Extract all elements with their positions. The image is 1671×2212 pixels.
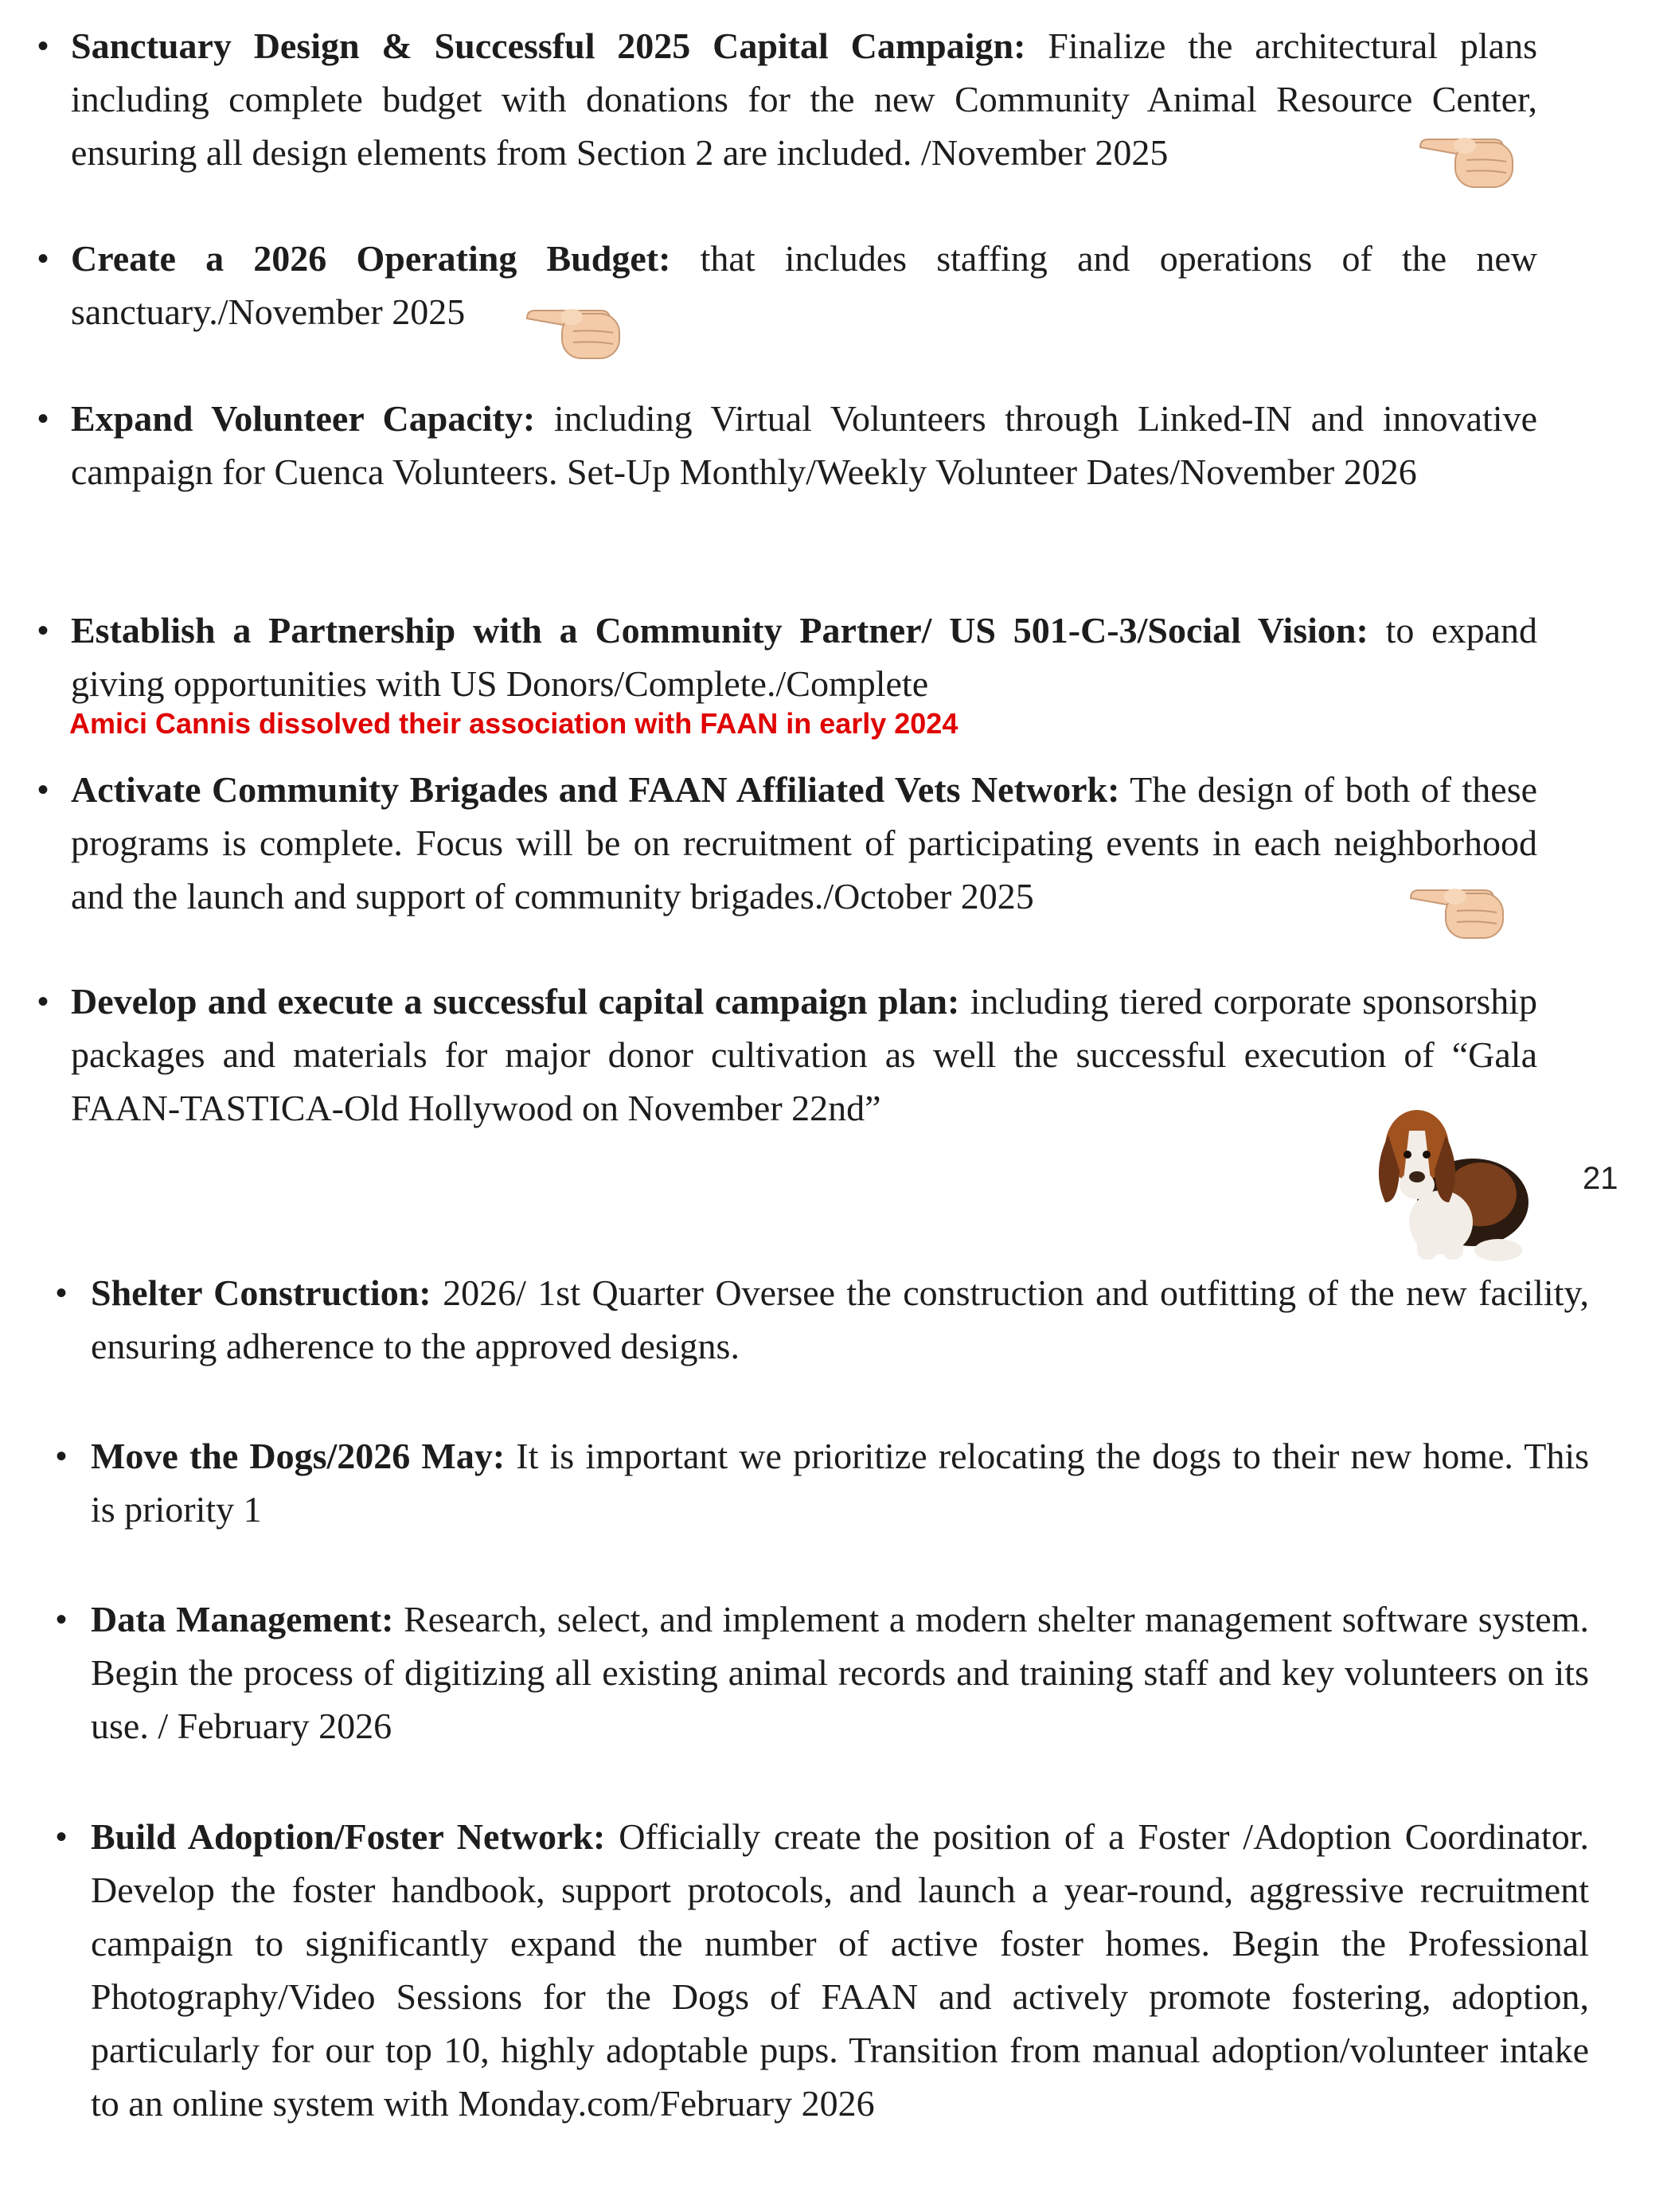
item-body: Research, select, and implement a modern shelter management software system. Begin the process of digitizing all existing animal records and training staff and key volunteers on its use. / February 2026	[91, 1599, 1589, 1746]
list-item	[37, 604, 1537, 710]
item-title: Expand Volunteer Capacity:	[71, 398, 536, 439]
page-number: 21	[1583, 1161, 1618, 1196]
bullet: •	[37, 401, 49, 436]
item-title: Build Adoption/Foster Network:	[91, 1816, 606, 1857]
item-body: Officially create the position of a Foster /Adoption Coordinator. Develop the foster handbook, support protocols, and launch a year-round, aggressive recruitment campaign to significantly expand the number of active foster homes. Begin the Professional Photography/Video Sessions for the Dogs of FAAN and actively promote fostering, adoption, particularly for our top 10, highly adoptable pups. Transition from manual adoption/volunteer intake to an online system with Monday.com/February 2026	[91, 1816, 1589, 2124]
item-body: Finalize the architectural plans including complete budget with donations for the new Community Animal Resource Center, ensuring all design elements from Section 2 are included. /November 2025	[71, 25, 1537, 173]
item-body: including Virtual Volunteers through Linked-IN and innovative campaign for Cuenca Volunteers. Set-Up Monthly/Weekly Volunteer Dates/November 2026	[71, 398, 1537, 492]
basset-hound-illustration	[1353, 1083, 1536, 1266]
list-item	[37, 232, 1537, 338]
pointing-hand-icon	[524, 287, 635, 363]
bullet: •	[37, 29, 49, 64]
bullet: •	[37, 241, 49, 276]
bullet: •	[56, 1276, 68, 1311]
list-item	[37, 763, 1538, 923]
bullet: •	[56, 1819, 68, 1854]
item-title: Create a 2026 Operating Budget:	[71, 238, 671, 279]
pointing-hand-icon	[1417, 115, 1528, 192]
red-note: Amici Cannis dissolved their association with FAAN in early 2024	[69, 707, 958, 740]
item-title: Data Management:	[91, 1599, 394, 1639]
item-title: Move the Dogs/2026 May:	[91, 1436, 506, 1476]
list-item	[37, 392, 1537, 498]
item-title: Sanctuary Design & Successful 2025 Capital Campaign:	[71, 25, 1026, 66]
item-title: Establish a Partnership with a Community Partner/ US 501-C-3/Social Vision:	[71, 610, 1368, 651]
bullet: •	[37, 613, 49, 648]
bullet: •	[56, 1602, 68, 1637]
bullet: •	[37, 772, 49, 807]
list-item	[56, 1593, 1589, 1753]
item-body: to expand giving opportunities with US Donors/Complete./Complete	[71, 610, 1537, 704]
bullet: •	[56, 1439, 68, 1474]
item-body: It is important we prioritize relocating the dogs to their new home. This is priority 1	[91, 1436, 1590, 1530]
list-item	[56, 1266, 1589, 1373]
item-body: The design of both of these programs is complete. Focus will be on recruitment of participating events in each neighborhood and the launch and support of community brigades./October 2025	[71, 769, 1538, 916]
pointing-hand-icon	[1407, 866, 1519, 943]
item-title: Shelter Construction:	[91, 1272, 431, 1313]
item-body: that includes staffing and operations of the new sanctuary./November 2025	[71, 238, 1537, 332]
list-item	[56, 1810, 1589, 2130]
list-item	[56, 1429, 1590, 1536]
list-item	[37, 975, 1537, 1135]
bullet: •	[37, 984, 49, 1019]
item-body: 2026/ 1st Quarter Oversee the construction and outfitting of the new facility, ensuring adherence to the approved designs.	[91, 1272, 1589, 1366]
item-title: Activate Community Brigades and FAAN Affiliated Vets Network:	[71, 769, 1120, 810]
item-body: including tiered corporate sponsorship packages and materials for major donor cultivation as well the successful execution of “Gala FAAN-TASTICA-Old Hollywood on November 22nd”	[71, 981, 1537, 1128]
item-title: Develop and execute a successful capital campaign plan:	[71, 981, 960, 1022]
list-item	[37, 19, 1537, 179]
